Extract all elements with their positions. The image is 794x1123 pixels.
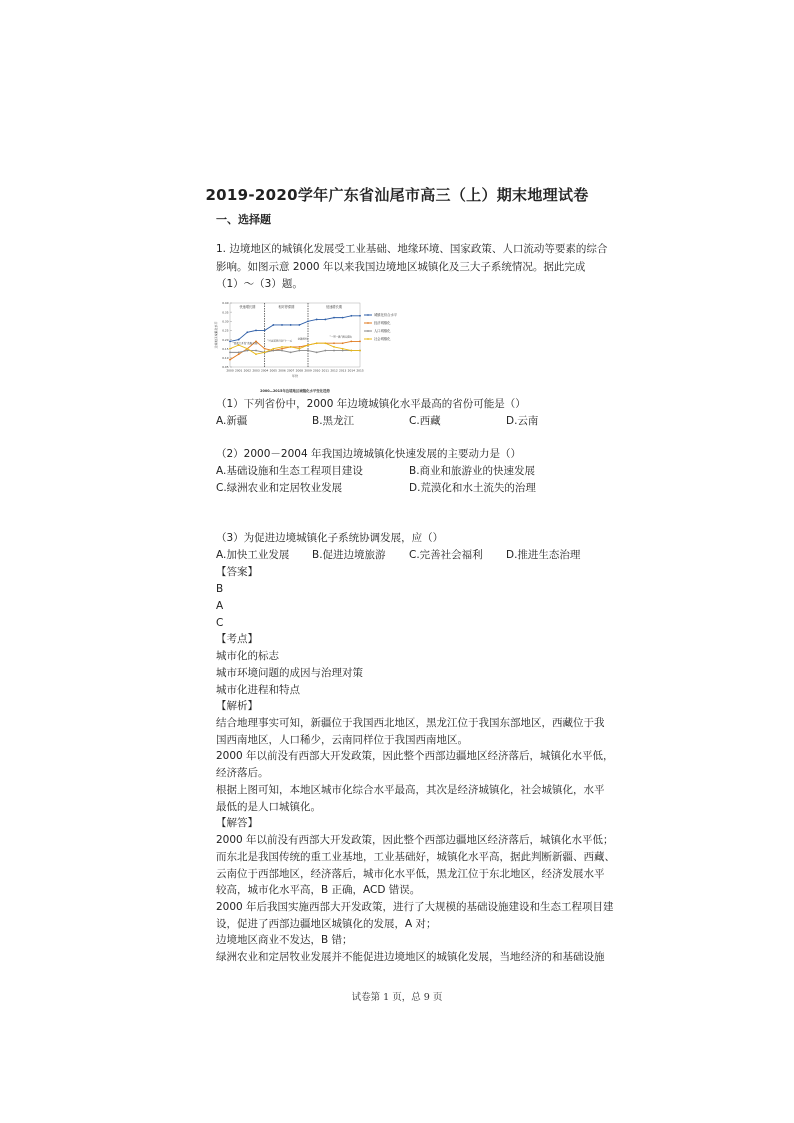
data-point: [298, 324, 300, 326]
answer-value: C: [216, 617, 224, 629]
jieda-line: 边境地区商业不发达，B 错；: [216, 934, 353, 946]
jieda-line: 绿洲农业和定居牧业发展并不能促进边境地区的城镇化发展，当地经济的和基础设施: [216, 951, 605, 963]
question-text-line: 1. 边境地区的城镇化发展受工业基础、地缘环境、国家政策、人口流动等要素的综合: [216, 243, 608, 255]
data-point: [350, 341, 352, 343]
data-point: [229, 351, 231, 353]
sub-question-2-stem: （2）2000－2004 年我国边境城镇化快速发展的主要动力是（）: [216, 448, 521, 460]
data-point: [255, 350, 257, 352]
data-point: [272, 350, 274, 352]
data-point: [290, 324, 292, 326]
x-tick-label: 2002: [243, 368, 252, 373]
data-point: [281, 324, 283, 326]
jiexi-line: 经济落后。: [216, 767, 269, 779]
data-point: [238, 339, 240, 341]
jieda-line: 较高，城市化水平高，B 正确，ACD 错误。: [216, 884, 421, 896]
jiexi-line: 根据上图可知，本地区城市化综合水平最高，其次是经济城镇化，社会城镇化，水平: [216, 784, 605, 796]
data-point: [298, 350, 300, 352]
x-tick-label: 2000: [226, 368, 234, 373]
y-tick-label: 0.15: [222, 346, 229, 351]
jieda-line: 2000 年后我国实施西部大开发政策，进行了大规模的基础设施建设和生态工程项目建: [216, 901, 614, 913]
data-point: [316, 351, 318, 353]
x-tick-label: 2007: [286, 368, 295, 373]
option-d: D.云南: [506, 415, 539, 427]
data-point: [298, 348, 300, 350]
data-point: [316, 319, 318, 321]
option-a: A.基础设施和生态工程项目建设: [216, 465, 363, 477]
data-point: [307, 344, 309, 346]
jieda-line: 而东北是我国传统的重工业基地，工业基础好，城镇化水平高，据此判断新疆、西藏、: [216, 851, 615, 863]
legend-marker: [367, 314, 369, 316]
y-tick-label: 0.30: [222, 319, 229, 324]
data-point: [229, 359, 231, 361]
data-point: [316, 342, 318, 344]
legend-marker: [367, 322, 369, 324]
data-point: [229, 341, 231, 343]
y-tick-label: 0.40: [222, 301, 229, 306]
data-point: [359, 341, 361, 343]
data-point: [246, 350, 248, 352]
x-tick-label: 2003: [252, 368, 260, 373]
data-point: [350, 350, 352, 352]
y-tick-label: 0.10: [222, 356, 229, 361]
option-d: D.荒漠化和水土流失的治理: [409, 482, 536, 494]
jiexi-line: 最低的是人口城镇化。: [216, 801, 321, 813]
option-b: B.黑龙江: [312, 415, 355, 427]
data-point: [272, 348, 274, 350]
legend-marker: [367, 330, 369, 332]
x-tick-label: 2015: [356, 368, 364, 373]
kaodian-item: 城市环境问题的成因与治理对策: [216, 667, 363, 679]
urbanization-line-chart: [212, 293, 410, 395]
option-c: C.完善社会福利: [409, 549, 483, 561]
data-point: [307, 350, 309, 352]
period-label: 相对停滞期: [278, 305, 295, 309]
y-tick-label: 0.35: [222, 310, 229, 315]
jiexi-line: 2000 年以前没有西部大开发政策，因此整个西部边疆地区经济落后，城镇化水平低，: [216, 750, 614, 762]
jieda-line: 2000 年以前没有西部大开发政策，因此整个西部边疆地区经济落后，城镇化水平低；: [216, 834, 614, 846]
x-tick-label: 2013: [338, 368, 347, 373]
page-footer: 试卷第 1 页，总 9 页: [351, 992, 443, 1003]
data-point: [281, 348, 283, 350]
data-point: [264, 348, 266, 350]
legend-label: 社会城镇化: [374, 337, 391, 342]
question-text-line: （1）～（3）题。: [216, 278, 303, 290]
data-point: [333, 346, 335, 348]
y-axis-label: 边境地区城镇化水平: [214, 321, 218, 349]
option-b: B.促进边境旅游: [312, 549, 386, 561]
kaodian-item: 城市化进程和特点: [216, 684, 300, 696]
sub-question-3-stem: （3）为促进边境城镇化子系统协调发展，应（）: [216, 532, 444, 544]
data-point: [324, 350, 326, 352]
legend-label: 城镇化综合水平: [374, 313, 398, 318]
data-point: [290, 351, 292, 353]
option-a: A.新疆: [216, 415, 248, 427]
x-tick-label: 2006: [278, 368, 286, 373]
data-point: [290, 346, 292, 348]
data-point: [342, 348, 344, 350]
x-tick-label: 2009: [304, 368, 312, 373]
y-tick-label: 0.20: [222, 337, 229, 342]
data-point: [255, 330, 257, 332]
y-tick-label: 0.25: [222, 328, 229, 333]
period-label: 低速增长期: [326, 305, 342, 309]
data-point: [246, 348, 248, 350]
y-tick-label: 0.05: [222, 365, 229, 370]
sub-question-1-stem: （1）下列省份中，2000 年边境城镇化水平最高的省份可能是（）: [216, 398, 526, 410]
data-point: [324, 342, 326, 344]
jiexi-heading: 【解析】: [216, 700, 258, 712]
data-point: [342, 317, 344, 319]
answer-value: A: [216, 600, 224, 612]
kaodian-heading: 【考点】: [216, 633, 258, 645]
annotation-label: "兴边富民行动"十一五: [267, 339, 293, 343]
data-point: [238, 353, 240, 355]
data-point: [359, 350, 361, 352]
x-tick-label: 2010: [312, 368, 321, 373]
jieda-line: 云南位于西部地区，经济落后，城市化水平低，黑龙江位于东北地区，经济发展水平: [216, 868, 605, 880]
data-point: [281, 346, 283, 348]
question-text-line: 影响。如图示意 2000 年以来我国边境地区城镇化及三大子系统情况。据此完成: [216, 261, 586, 273]
data-point: [333, 342, 335, 344]
legend-label: 人口城镇化: [374, 329, 391, 334]
legend-label: 经济城镇化: [374, 321, 391, 326]
x-tick-label: 2005: [269, 368, 278, 373]
chart-title: 2000—2015年边境地区城镇化水平变化趋势: [260, 389, 330, 393]
jieda-heading: 【解答】: [216, 817, 258, 829]
legend-marker: [367, 338, 369, 340]
jieda-line: 设，促进了西部边疆地区城镇化的发展，A 对；: [216, 918, 437, 930]
jiexi-line: 结合地理事实可知，新疆位于我国西北地区，黑龙江位于我国东部地区，西藏位于我: [216, 717, 605, 729]
data-point: [246, 331, 248, 333]
option-c: C.绿洲农业和定居牧业发展: [216, 482, 343, 494]
option-c: C.西藏: [409, 415, 441, 427]
x-tick-label: 2001: [234, 368, 243, 373]
data-point: [264, 351, 266, 353]
answer-value: B: [216, 583, 224, 595]
x-tick-label: 2008: [295, 368, 304, 373]
data-point: [359, 315, 361, 317]
data-point: [272, 324, 274, 326]
page-title: 2019-2020学年广东省汕尾市高三（上）期末地理试卷: [205, 186, 589, 204]
data-point: [342, 350, 344, 352]
x-axis-label: 年份: [291, 374, 299, 378]
x-tick-label: 2012: [330, 368, 338, 373]
data-point: [350, 315, 352, 317]
kaodian-item: 城市化的标志: [216, 650, 279, 662]
annotation-label: 金融危机: [297, 337, 308, 341]
data-point: [238, 351, 240, 353]
option-d: D.推进生态治理: [506, 549, 581, 561]
x-tick-label: 2014: [347, 368, 356, 373]
answer-heading: 【答案】: [216, 566, 258, 578]
data-point: [281, 350, 283, 352]
data-point: [342, 342, 344, 344]
data-point: [324, 319, 326, 321]
x-tick-label: 2011: [321, 368, 330, 373]
section-heading: 一、选择题: [216, 213, 271, 226]
option-b: B.商业和旅游业的快速发展: [409, 465, 536, 477]
data-point: [298, 346, 300, 348]
data-point: [264, 330, 266, 332]
data-point: [255, 353, 257, 355]
data-point: [307, 320, 309, 322]
annotation-label: "一带一路"倡议提出: [329, 335, 352, 339]
period-label: 快速增长期: [239, 305, 256, 309]
data-point: [229, 348, 231, 350]
series-line: [230, 351, 360, 353]
annotation-label: "西部大开发"战略实施: [232, 342, 258, 346]
data-point: [333, 350, 335, 352]
data-point: [333, 317, 335, 319]
jiexi-line: 国西南地区，人口稀少，云南同样位于我国西南地区。: [216, 734, 468, 746]
x-tick-label: 2004: [260, 368, 269, 373]
option-a: A.加快工业发展: [216, 549, 290, 561]
